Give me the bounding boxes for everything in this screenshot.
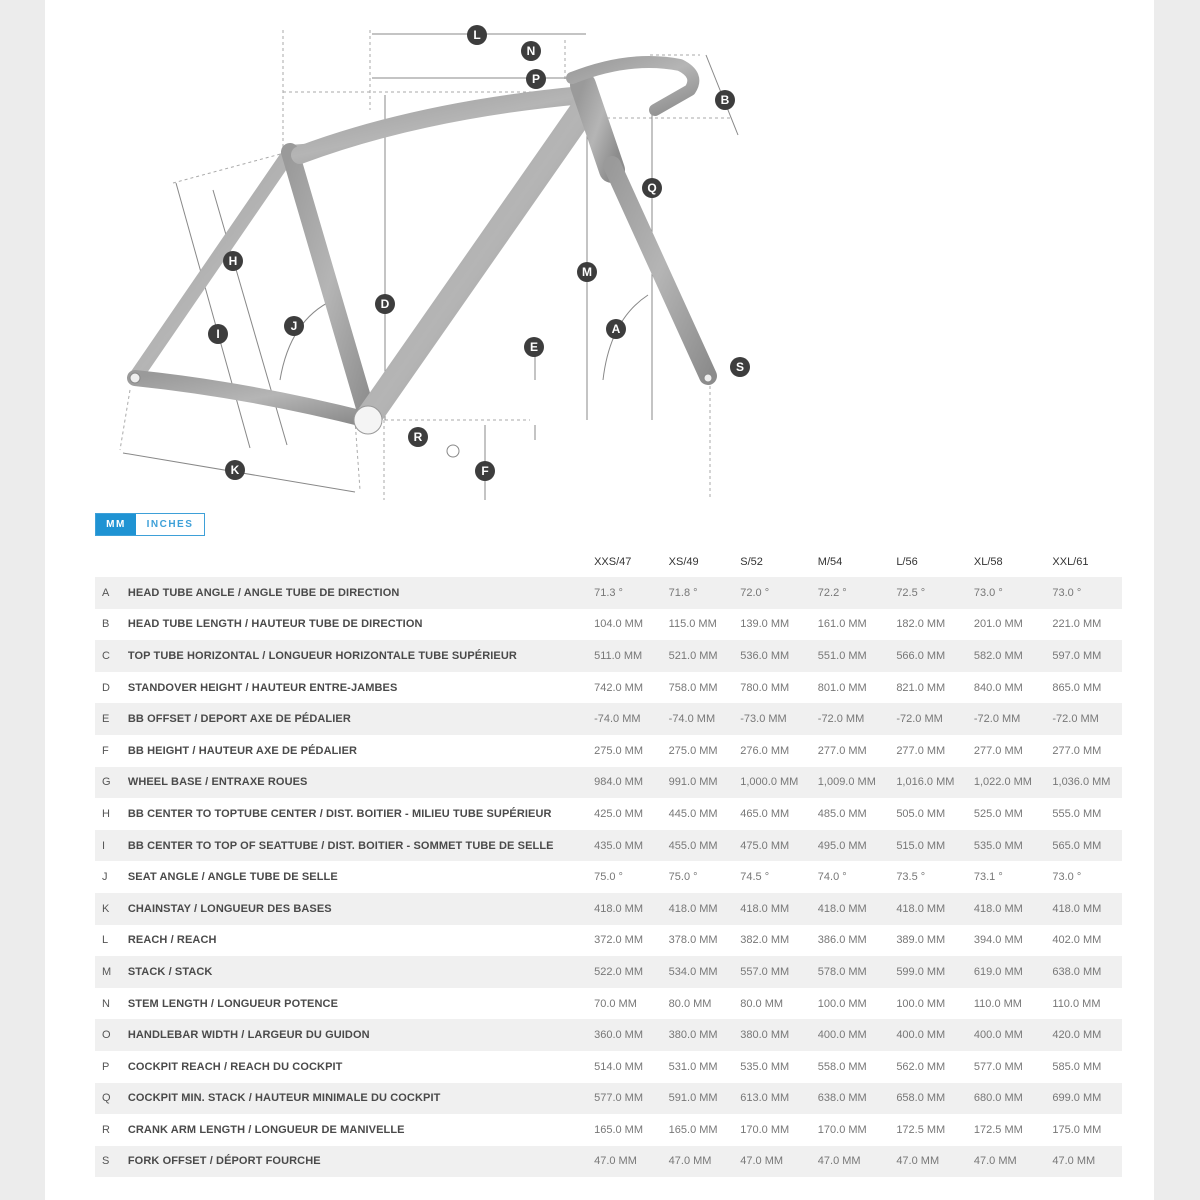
row-value: 591.0 MM — [668, 1092, 718, 1105]
row-value: -72.0 MM — [896, 713, 943, 726]
row-letter: L — [102, 934, 109, 947]
table-row — [95, 640, 1122, 672]
callout-s: S — [735, 360, 745, 374]
row-value: 73.0 ° — [973, 586, 1003, 599]
callout-m: M — [582, 265, 592, 279]
row-label: STACK / STACK — [127, 965, 213, 978]
row-value: 372.0 MM — [594, 934, 644, 947]
row-value: 400.0 MM — [973, 1029, 1023, 1042]
row-value: 420.0 MM — [1052, 1029, 1102, 1042]
row-label: CRANK ARM LENGTH / LONGUEUR DE MANIVELLE — [127, 1123, 405, 1136]
row-value: 557.0 MM — [740, 965, 790, 978]
row-value: 418.0 MM — [973, 902, 1023, 915]
row-label: HEAD TUBE LENGTH / HAUTEUR TUBE DE DIRECTION — [127, 618, 423, 631]
size-header: XXS/47 — [594, 556, 632, 568]
row-value: 445.0 MM — [668, 807, 718, 820]
row-value: 172.5 MM — [973, 1123, 1023, 1136]
row-label: BB HEIGHT / HAUTEUR AXE DE PÉDALIER — [127, 744, 358, 757]
row-value: 991.0 MM — [668, 776, 718, 789]
table-row — [95, 609, 1122, 641]
row-value: 515.0 MM — [896, 839, 946, 852]
row-value: 638.0 MM — [1052, 965, 1102, 978]
row-value: 73.5 ° — [896, 871, 926, 884]
row-value: 535.0 MM — [740, 1060, 790, 1073]
row-value: 599.0 MM — [896, 965, 946, 978]
row-value: 71.8 ° — [668, 586, 698, 599]
row-value: 277.0 MM — [896, 744, 946, 757]
row-value: 100.0 MM — [896, 997, 946, 1010]
row-label: COCKPIT MIN. STACK / HAUTEUR MINIMALE DU COCKPIT — [127, 1092, 441, 1105]
row-value: 1,022.0 MM — [973, 776, 1032, 789]
row-letter: O — [102, 1029, 111, 1042]
row-value: 73.1 ° — [973, 871, 1003, 884]
row-value: 984.0 MM — [594, 776, 644, 789]
row-value: 577.0 MM — [594, 1092, 644, 1105]
row-value: 514.0 MM — [594, 1060, 644, 1073]
row-value: 485.0 MM — [817, 807, 867, 820]
row-value: 72.5 ° — [896, 586, 926, 599]
callout-k: K — [230, 463, 240, 477]
row-value: 840.0 MM — [973, 681, 1023, 694]
row-value: 72.0 ° — [740, 586, 770, 599]
row-value: 139.0 MM — [740, 618, 790, 631]
row-letter: J — [102, 871, 108, 884]
callout-q: Q — [647, 181, 657, 195]
row-value: 522.0 MM — [594, 965, 644, 978]
row-value: 380.0 MM — [740, 1029, 790, 1042]
row-label: BB CENTER TO TOPTUBE CENTER / DIST. BOITIER - MILIEU TUBE SUPÉRIEUR — [127, 807, 552, 820]
row-value: 558.0 MM — [817, 1060, 867, 1073]
row-value: 378.0 MM — [668, 934, 718, 947]
size-header: XXL/61 — [1052, 556, 1089, 568]
row-value: 505.0 MM — [896, 807, 946, 820]
row-value: 536.0 MM — [740, 649, 790, 662]
row-value: -72.0 MM — [817, 713, 865, 726]
row-value: 170.0 MM — [817, 1123, 867, 1136]
row-value: 565.0 MM — [1052, 839, 1102, 852]
row-value: 172.5 MM — [896, 1123, 946, 1136]
table-header-row — [95, 547, 1122, 577]
row-letter: E — [102, 713, 110, 726]
callout-l: L — [473, 28, 481, 42]
table-row — [95, 1146, 1122, 1178]
row-value: 182.0 MM — [896, 618, 946, 631]
size-header: S/52 — [740, 556, 763, 568]
row-value: 110.0 MM — [973, 997, 1022, 1010]
row-value: -72.0 MM — [973, 713, 1021, 726]
row-value: 47.0 MM — [740, 1155, 784, 1168]
callout-b: B — [720, 93, 730, 107]
callout-d: D — [380, 297, 390, 311]
table-row — [95, 1114, 1122, 1146]
table-row — [95, 893, 1122, 925]
row-value: 1,000.0 MM — [740, 776, 799, 789]
row-value: 277.0 MM — [817, 744, 867, 757]
row-value: 75.0 ° — [668, 871, 698, 884]
row-label: BB OFFSET / DEPORT AXE DE PÉDALIER — [127, 713, 351, 726]
row-value: 380.0 MM — [668, 1029, 718, 1042]
row-value: 455.0 MM — [668, 839, 718, 852]
row-letter: H — [102, 807, 110, 820]
callout-j: J — [290, 319, 298, 333]
row-value: 619.0 MM — [973, 965, 1023, 978]
row-value: 277.0 MM — [973, 744, 1023, 757]
row-value: 165.0 MM — [594, 1123, 644, 1136]
row-letter: N — [102, 997, 110, 1010]
table-row — [95, 1051, 1122, 1083]
frame-geometry-diagram — [0, 0, 1200, 510]
row-label: BB CENTER TO TOP OF SEATTUBE / DIST. BOITIER - SOMMET TUBE DE SELLE — [127, 839, 554, 852]
row-value: 161.0 MM — [817, 618, 867, 631]
row-value: 400.0 MM — [817, 1029, 867, 1042]
row-letter: M — [102, 965, 112, 978]
row-value: 801.0 MM — [817, 681, 867, 694]
row-value: 360.0 MM — [594, 1029, 644, 1042]
row-value: 73.0 ° — [1052, 586, 1082, 599]
callout-h: H — [228, 254, 238, 268]
row-value: 74.5 ° — [740, 871, 770, 884]
row-value: 821.0 MM — [896, 681, 946, 694]
row-value: 47.0 MM — [973, 1155, 1017, 1168]
size-header: XS/49 — [668, 556, 699, 568]
size-header: L/56 — [896, 556, 918, 568]
row-value: 534.0 MM — [668, 965, 718, 978]
row-value: 525.0 MM — [973, 807, 1023, 820]
row-value: 221.0 MM — [1052, 618, 1102, 631]
row-value: 475.0 MM — [740, 839, 790, 852]
row-value: 100.0 MM — [817, 997, 867, 1010]
row-value: 47.0 MM — [896, 1155, 940, 1168]
row-value: 382.0 MM — [740, 934, 790, 947]
table-row — [95, 988, 1122, 1020]
row-value: 47.0 MM — [817, 1155, 861, 1168]
row-value: 75.0 ° — [594, 871, 623, 884]
row-value: 425.0 MM — [594, 807, 644, 820]
row-value: 175.0 MM — [1052, 1123, 1102, 1136]
row-letter: C — [102, 649, 110, 662]
row-value: 418.0 MM — [817, 902, 867, 915]
row-value: 418.0 MM — [668, 902, 718, 915]
table-row — [95, 672, 1122, 704]
row-value: 780.0 MM — [740, 681, 790, 694]
row-label: REACH / REACH — [127, 934, 217, 947]
row-value: 562.0 MM — [896, 1060, 946, 1073]
table-row — [95, 798, 1122, 830]
row-value: 582.0 MM — [973, 649, 1023, 662]
row-label: STEM LENGTH / LONGUEUR POTENCE — [127, 997, 339, 1010]
unit-toggle — [95, 513, 205, 536]
row-value: 418.0 MM — [594, 902, 644, 915]
geometry-table — [95, 547, 1122, 1177]
table-row — [95, 703, 1122, 735]
row-value: 394.0 MM — [973, 934, 1023, 947]
row-value: -73.0 MM — [740, 713, 787, 726]
row-value: 277.0 MM — [1052, 744, 1102, 757]
row-value: 276.0 MM — [740, 744, 790, 757]
table-row — [95, 925, 1122, 957]
callout-a: A — [611, 322, 621, 336]
row-label: HANDLEBAR WIDTH / LARGEUR DU GUIDON — [127, 1029, 370, 1042]
row-value: 418.0 MM — [1052, 902, 1102, 915]
row-label: CHAINSTAY / LONGUEUR DES BASES — [127, 902, 332, 915]
row-value: 418.0 MM — [896, 902, 946, 915]
row-value: 104.0 MM — [594, 618, 644, 631]
row-label: HEAD TUBE ANGLE / ANGLE TUBE DE DIRECTION — [127, 586, 400, 599]
row-value: 658.0 MM — [896, 1092, 946, 1105]
callout-i: I — [216, 327, 220, 341]
size-header: M/54 — [817, 556, 843, 568]
row-value: 1,036.0 MM — [1052, 776, 1111, 789]
row-value: 511.0 MM — [594, 649, 643, 662]
row-letter: A — [102, 586, 110, 599]
table-row — [95, 1083, 1122, 1115]
row-value: 80.0 MM — [740, 997, 784, 1010]
row-value: 170.0 MM — [740, 1123, 790, 1136]
row-value: 742.0 MM — [594, 681, 644, 694]
table-row — [95, 861, 1122, 893]
row-value: 1,016.0 MM — [896, 776, 955, 789]
row-value: 699.0 MM — [1052, 1092, 1102, 1105]
row-letter: I — [102, 839, 106, 852]
row-value: 47.0 MM — [668, 1155, 712, 1168]
row-value: 495.0 MM — [817, 839, 867, 852]
row-letter: P — [102, 1060, 110, 1073]
row-letter: Q — [102, 1092, 111, 1105]
row-value: 531.0 MM — [668, 1060, 718, 1073]
row-value: -72.0 MM — [1052, 713, 1099, 726]
table-row — [95, 767, 1122, 799]
row-letter: D — [102, 681, 110, 694]
row-label: FORK OFFSET / DÉPORT FOURCHE — [127, 1155, 321, 1168]
row-letter: F — [102, 744, 109, 757]
callout-p: P — [531, 72, 541, 86]
row-value: 400.0 MM — [896, 1029, 946, 1042]
row-value: 80.0 MM — [668, 997, 712, 1010]
row-value: 680.0 MM — [973, 1092, 1023, 1105]
row-value: 865.0 MM — [1052, 681, 1102, 694]
row-value: 535.0 MM — [973, 839, 1023, 852]
unit-tab-inches[interactable]: INCHES — [136, 514, 204, 535]
table-row — [95, 1019, 1122, 1051]
row-label: WHEEL BASE / ENTRAXE ROUES — [127, 776, 308, 789]
row-value: 386.0 MM — [817, 934, 867, 947]
row-value: 758.0 MM — [668, 681, 718, 694]
row-label: STANDOVER HEIGHT / HAUTEUR ENTRE-JAMBES — [127, 681, 398, 694]
row-label: SEAT ANGLE / ANGLE TUBE DE SELLE — [127, 871, 338, 884]
row-value: 521.0 MM — [668, 649, 718, 662]
unit-tab-mm[interactable]: MM — [96, 514, 136, 535]
row-value: -74.0 MM — [594, 713, 641, 726]
row-value: 585.0 MM — [1052, 1060, 1102, 1073]
row-value: 638.0 MM — [817, 1092, 867, 1105]
row-value: 555.0 MM — [1052, 807, 1102, 820]
row-label: COCKPIT REACH / REACH DU COCKPIT — [127, 1060, 343, 1073]
row-value: 110.0 MM — [1052, 997, 1101, 1010]
row-value: 74.0 ° — [817, 871, 847, 884]
row-value: 275.0 MM — [668, 744, 718, 757]
row-letter: R — [102, 1123, 110, 1136]
row-value: 72.2 ° — [817, 586, 847, 599]
row-letter: S — [102, 1155, 110, 1168]
row-value: 577.0 MM — [973, 1060, 1023, 1073]
row-value: 551.0 MM — [817, 649, 867, 662]
row-letter: K — [102, 902, 110, 915]
row-value: 566.0 MM — [896, 649, 946, 662]
row-letter: G — [102, 776, 111, 789]
row-value: 1,009.0 MM — [817, 776, 876, 789]
row-value: 613.0 MM — [740, 1092, 790, 1105]
row-value: 47.0 MM — [594, 1155, 637, 1168]
size-header: XL/58 — [973, 556, 1003, 568]
row-value: -74.0 MM — [668, 713, 716, 726]
callout-n: N — [526, 44, 536, 58]
row-value: 47.0 MM — [1052, 1155, 1096, 1168]
row-letter: B — [102, 618, 110, 631]
row-value: 70.0 MM — [594, 997, 637, 1010]
row-value: 418.0 MM — [740, 902, 790, 915]
row-value: 165.0 MM — [668, 1123, 718, 1136]
row-label: TOP TUBE HORIZONTAL / LONGUEUR HORIZONTALE TUBE SUPÉRIEUR — [127, 649, 517, 662]
row-value: 402.0 MM — [1052, 934, 1102, 947]
row-value: 389.0 MM — [896, 934, 946, 947]
callout-e: E — [529, 340, 539, 354]
row-value: 435.0 MM — [594, 839, 644, 852]
row-value: 597.0 MM — [1052, 649, 1102, 662]
row-value: 465.0 MM — [740, 807, 790, 820]
row-value: 201.0 MM — [973, 618, 1023, 631]
row-value: 71.3 ° — [594, 586, 623, 599]
row-value: 578.0 MM — [817, 965, 867, 978]
table-row — [95, 735, 1122, 767]
callout-f: F — [481, 464, 489, 478]
table-row — [95, 577, 1122, 609]
row-value: 73.0 ° — [1052, 871, 1082, 884]
row-value: 115.0 MM — [668, 618, 717, 631]
row-value: 275.0 MM — [594, 744, 644, 757]
callout-r: R — [413, 430, 423, 444]
table-row — [95, 956, 1122, 988]
table-row — [95, 830, 1122, 862]
